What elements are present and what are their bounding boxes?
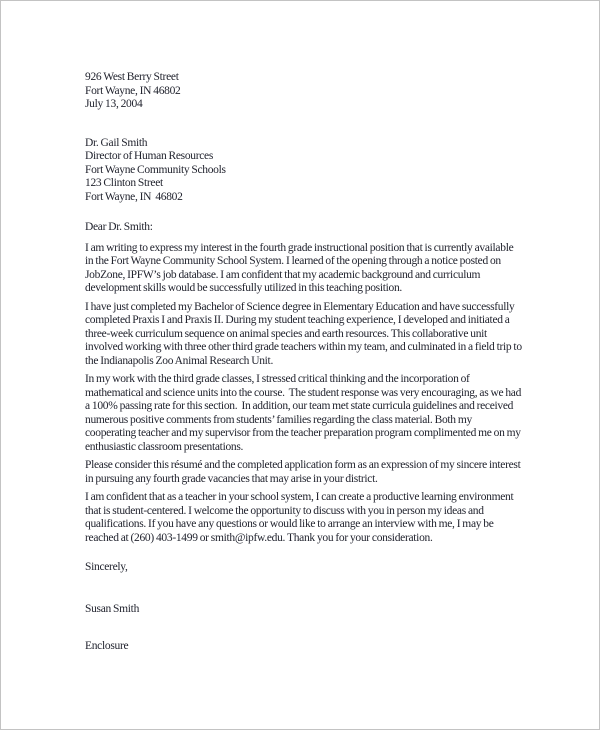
sender-city-line: Fort Wayne, IN 46802 bbox=[85, 84, 181, 97]
recipient-title: Director of Human Resources bbox=[85, 150, 214, 162]
enclosure-note: Enclosure bbox=[85, 640, 129, 652]
body-paragraph-3: In my work with the third grade classes, I stressed critical thinking and the incorporation of mathematical and science units into the course. The student response was very encouraging, as we had a 100% passing rate for this section. In addition, our team met state curricula guidelines and received numerous positive comments from students’ families regarding the class material. Both my cooperating teacher and my supervisor from the teacher preparation program complimented me on my enthusiastic classroom presentations. bbox=[85, 373, 522, 453]
recipient-street-line: 123 Clinton Street bbox=[85, 177, 163, 189]
recipient-address-block bbox=[85, 137, 523, 205]
body-paragraph-5: I am confident that as a teacher in your school system, I can create a productive learning environment that is student-centered. I welcome the opportunity to discuss with you in person my ideas and qualifications. If you have any questions or would like to arrange an interview with me, I may be reached at (260) 403-1499 or smith@ipfw.edu. Thank you for your consideration. bbox=[85, 491, 514, 544]
body-paragraph-4: Please consider this résumé and the completed application form as an expression of my sincere interest in pursuing any fourth grade vacancies that may arise in your district. bbox=[85, 459, 521, 485]
sender-address-block bbox=[85, 71, 523, 112]
signature-name: Susan Smith bbox=[85, 602, 140, 615]
recipient-name: Dr. Gail Smith bbox=[85, 136, 148, 149]
sender-street-line: 926 West Berry Street bbox=[85, 71, 179, 83]
recipient-city-line: Fort Wayne, IN 46802 bbox=[85, 190, 183, 203]
letter-content bbox=[1, 1, 600, 654]
body-paragraph-2: I have just completed my Bachelor of Science degree in Elementary Education and have successfully completed Praxis I and Praxis II. During my student teaching experience, I developed and initiated a three-week curriculum sequence on animal species and earth resources. This collaborative unit involved working with three other third grade teachers within my team, and culminated in a field trip to the Indianapolis Zoo Animal Research Unit. bbox=[85, 300, 522, 367]
salutation: Dear Dr. Smith: bbox=[85, 221, 153, 233]
body-paragraph-1: I am writing to express my interest in the fourth grade instructional position that is currently available in the Fort Wayne Community School System. I learned of the opening through a notice posted on JobZone, IPFW’s job database. I am confident that my academic background and curriculum development skills would be successfully utilized in this teaching position. bbox=[85, 241, 514, 294]
closing: Sincerely, bbox=[85, 561, 128, 573]
recipient-organization: Fort Wayne Community Schools bbox=[85, 163, 226, 176]
letter-date: July 13, 2004 bbox=[85, 98, 143, 110]
